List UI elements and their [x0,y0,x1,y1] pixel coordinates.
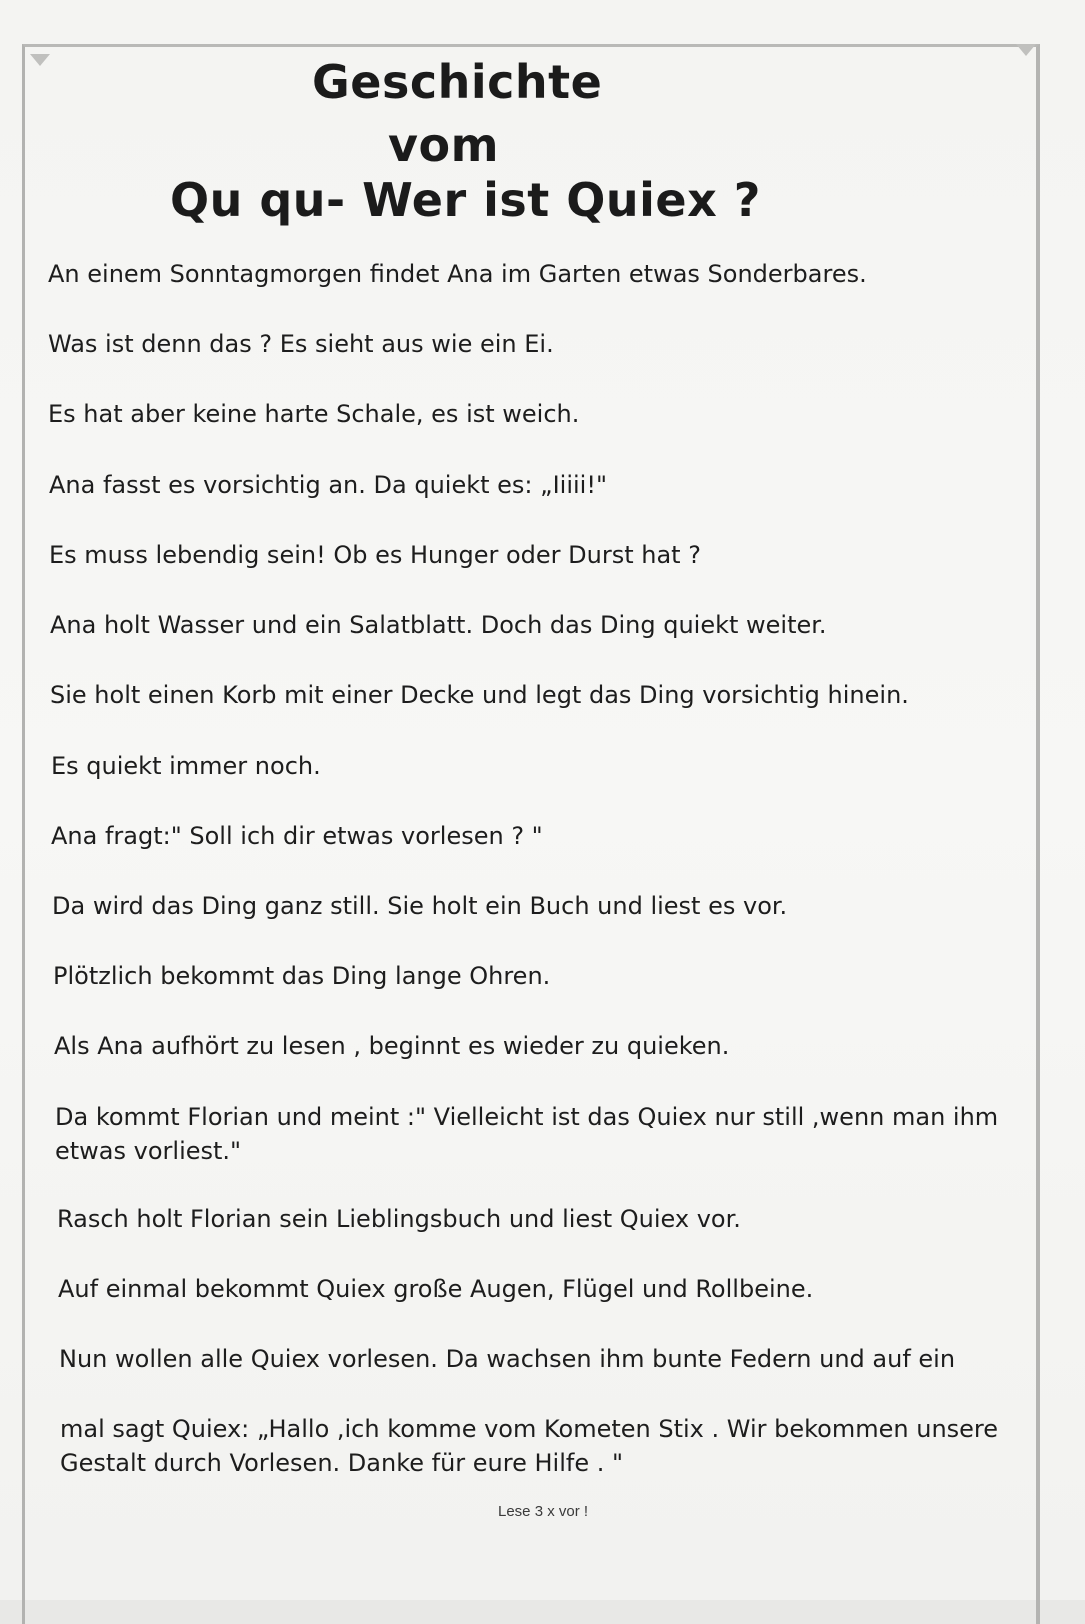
title-line-3: Qu qu- Wer ist Quiex ? [170,173,761,227]
corner-mark-left [30,54,50,66]
corner-mark-right [1016,44,1036,56]
title-line-2: vom [388,118,500,172]
story-line: Als Ana aufhört zu lesen , beginnt es wieder zu quieken. [54,1032,730,1060]
title-line-1: Geschichte [312,55,603,109]
story-line: Rasch holt Florian sein Lieblingsbuch und liest Quiex vor. [57,1205,741,1233]
footer-note: Lese 3 x vor ! [498,1503,589,1520]
story-paragraph: Da kommt Florian und meint :" Vielleicht ist das Quiex nur still ,wenn man ihm etwas vorliest." [55,1103,999,1165]
story-line: Es quiekt immer noch. [51,752,321,780]
story-line: Da wird das Ding ganz still. Sie holt ein Buch und liest es vor. [52,892,788,920]
story-line: An einem Sonntagmorgen findet Ana im Garten etwas Sonderbares. [48,260,867,288]
story-line: Es hat aber keine harte Schale, es ist weich. [48,400,580,428]
story-line: Auf einmal bekommt Quiex große Augen, Flügel und Rollbeine. [58,1275,814,1303]
story-line: Ana fasst es vorsichtig an. Da quiekt es: „Iiiii!" [49,471,607,499]
story-line: Nun wollen alle Quiex vorlesen. Da wachsen ihm bunte Federn und auf ein [59,1345,956,1373]
story-paragraph: mal sagt Quiex: „Hallo ,ich komme vom Kometen Stix . Wir bekommen unsere Gestalt durch Vorlesen. Danke für eure Hilfe . " [60,1415,999,1477]
story-line: Es muss lebendig sein! Ob es Hunger oder Durst hat ? [49,541,701,569]
story-line: Ana fragt:" Soll ich dir etwas vorlesen ? " [51,822,543,850]
story-line: Was ist denn das ? Es sieht aus wie ein Ei. [48,330,554,358]
story-line: Plötzlich bekommt das Ding lange Ohren. [53,962,551,990]
story-line: Sie holt einen Korb mit einer Decke und legt das Ding vorsichtig hinein. [50,681,909,709]
story-line: Ana holt Wasser und ein Salatblatt. Doch das Ding quiekt weiter. [50,611,827,639]
